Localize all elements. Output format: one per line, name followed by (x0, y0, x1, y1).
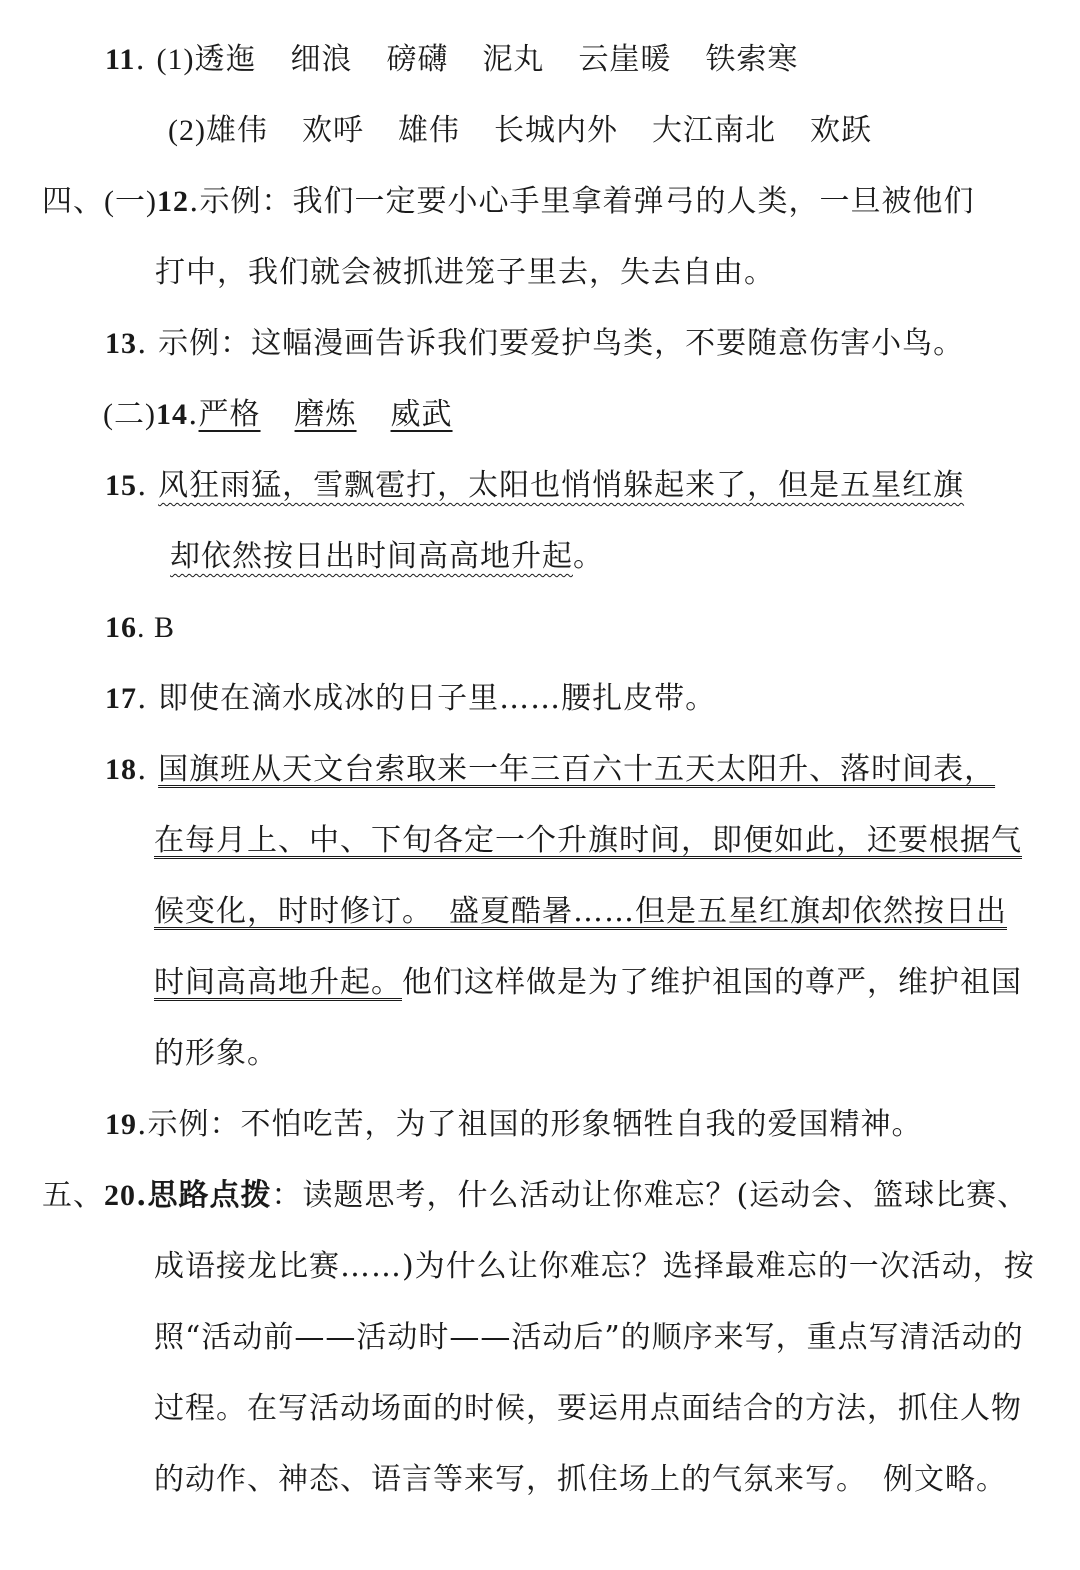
q11-part2-item: 欢跃 (809, 113, 872, 148)
q11-part2-item: 欢呼 (301, 113, 364, 148)
q11-line1: 11. (1)透迤 细浪 磅礴 泥丸 云崖暖 铁索寒 (105, 42, 799, 77)
q13-number: 13 (105, 327, 137, 360)
q18-line2 (154, 821, 1022, 861)
q14-line: (二)14.严格 磨炼 威武 (103, 397, 453, 432)
q20-line1: 五、20.思路点拨：读题思考，什么活动让你难忘？(运动会、篮球比赛、 (42, 1178, 1029, 1213)
q16-number: 16 (105, 611, 137, 644)
q11-part1-item: 透迤 (194, 42, 257, 77)
q20-number: 20 (104, 1179, 136, 1212)
q20-line3: 照“活动前——活动时——活动后”的顺序来写，重点写清活动的 (154, 1320, 1024, 1355)
q11-part2-item: 雄伟 (205, 113, 268, 148)
q18-underlined-text: 国旗班从天文台索取来一年三百六十五天太阳升、落时间表， (158, 752, 996, 787)
q14-number: 14 (155, 398, 188, 431)
q16-line: 16. B (105, 611, 176, 644)
q15-line1: 15. 风狂雨猛，雪飘雹打，太阳也悄悄躲起来了，但是五星红旗 (105, 468, 965, 503)
q20-line4: 过程。在写活动场面的时候，要运用点面结合的方法，抓住人物 (154, 1391, 1022, 1426)
q15-line2: 却依然按日出时间高高地升起。 (170, 539, 604, 574)
q20-line5: 的动作、神态、语言等来写，抓住场上的气氛来写。 例文略。 (154, 1462, 1007, 1497)
q11-part1-item: 磅礴 (386, 42, 449, 77)
q11-part1-item: 细浪 (290, 42, 353, 77)
q11-number: 11 (105, 43, 136, 76)
q20-heading: .思路点拨 (136, 1178, 272, 1213)
q15-wavy-text: 风狂雨猛，雪飘雹打，太阳也悄悄躲起来了，但是五星红旗 (158, 468, 965, 503)
section4-sub1: (一) (104, 185, 157, 218)
q12-line2: 打中，我们就会被抓进笼子里去，失去自由。 (155, 255, 775, 290)
section4-sub2: (二) (103, 398, 156, 431)
q18-underlined-text: 在每月上、中、下旬各定一个升旗时间，即便如此，还要根据气 (154, 823, 1022, 858)
q14-answer: 磨炼 (294, 397, 357, 432)
q11-part1-item: 云崖暖 (578, 42, 672, 77)
q18-line3 (154, 892, 1007, 932)
q11-part2-item: 长城内外 (493, 113, 618, 148)
q11-part1-item: 铁索寒 (705, 42, 799, 77)
q18-underlined-text: 时间高高地升起。 (154, 965, 402, 1000)
q17-line: 17. 即使在滴水成冰的日子里……腰扎皮带。 (105, 681, 717, 716)
q15-number: 15 (105, 469, 137, 502)
q12-number: 12 (156, 185, 189, 218)
q15-wavy-text: 却依然按日出时间高高地升起 (170, 539, 573, 574)
q11-part1-label: (1) (156, 43, 195, 76)
q18-line4: 时间高高地升起。他们这样做是为了维护祖国的尊严，维护祖国 (154, 965, 1022, 1000)
q12-line1: 四、(一)12.示例：我们一定要小心手里拿着弹弓的人类，一旦被他们 (42, 184, 975, 219)
q19-number: 19 (105, 1108, 137, 1141)
q19-line: 19.示例：不怕吃苦，为了祖国的形象牺牲自我的爱国精神。 (105, 1107, 923, 1142)
q11-part1-item: 泥丸 (482, 42, 545, 77)
q14-answer: 威武 (390, 397, 453, 432)
q13-line: 13. 示例：这幅漫画告诉我们要爱护鸟类，不要随意伤害小鸟。 (105, 326, 965, 361)
q11-part2-label: (2) (168, 114, 206, 147)
q14-answer: 严格 (198, 397, 261, 432)
q18-line5: 的形象。 (154, 1036, 278, 1071)
q11-part2-item: 大江南北 (651, 113, 776, 148)
q18-number: 18 (105, 753, 137, 786)
q11-line2 (168, 111, 872, 151)
q20-line2: 成语接龙比赛……)为什么让你难忘？选择最难忘的一次活动，按 (154, 1249, 1035, 1284)
q18-underlined-text: 候变化，时时修订。 盛夏酷暑……但是五星红旗却依然按日出 (154, 894, 1007, 929)
section5-label: 五、 (42, 1178, 104, 1213)
q18-line1: 18. 国旗班从天文台索取来一年三百六十五天太阳升、落时间表， (105, 752, 996, 787)
q11-part2-item: 雄伟 (397, 113, 460, 148)
q17-number: 17 (105, 682, 137, 715)
section4-label: 四、 (42, 184, 104, 219)
